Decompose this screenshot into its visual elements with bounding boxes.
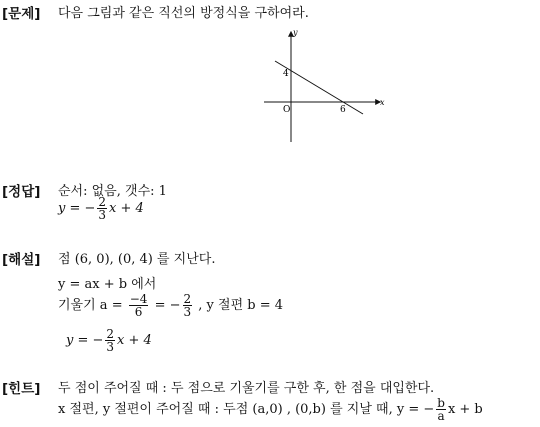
answer-equation: y = − $\frac{2}{3}$ x + 4	[58, 195, 144, 222]
explanation-tag: [해설]	[2, 252, 41, 268]
line-graph	[262, 28, 390, 148]
hint-tag: [힌트]	[2, 381, 41, 397]
hint-line-1: 두 점이 주어질 때 : 두 점으로 기울기를 구한 후, 한 점을 대입한다.	[58, 381, 435, 396]
explanation-line-3: 기울기 a = $\frac{-4}{6}$ = − $\frac{2}{3}$ , y 절편 b = 4	[58, 292, 284, 319]
answer-meta: 순서: 없음, 갯수: 1	[58, 184, 167, 199]
problem-text: 다음 그림과 같은 직선의 방정식을 구하여라.	[58, 6, 309, 21]
y-axis-label: y	[293, 28, 298, 37]
hint-line-2: x 절편, y 절편이 주어질 때 : 두점 (a,0) , (0,b) 를 지날 때, y = − $\frac{b}{a}$ x + b	[58, 396, 483, 423]
explanation-line-1: 점 (6, 0), (0, 4) 를 지난다.	[58, 252, 216, 267]
answer-tag: [정답]	[2, 184, 41, 200]
x-axis-label: x	[380, 98, 385, 107]
explanation-line-4: y = − $\frac{2}{3}$ x + 4	[66, 327, 152, 354]
explanation-line-2: y = ax + b 에서	[58, 277, 157, 292]
x-intercept-label: 6	[340, 105, 346, 115]
y-intercept-label: 4	[283, 69, 289, 79]
origin-label: O	[283, 105, 291, 115]
problem-tag: [문제]	[2, 6, 41, 22]
